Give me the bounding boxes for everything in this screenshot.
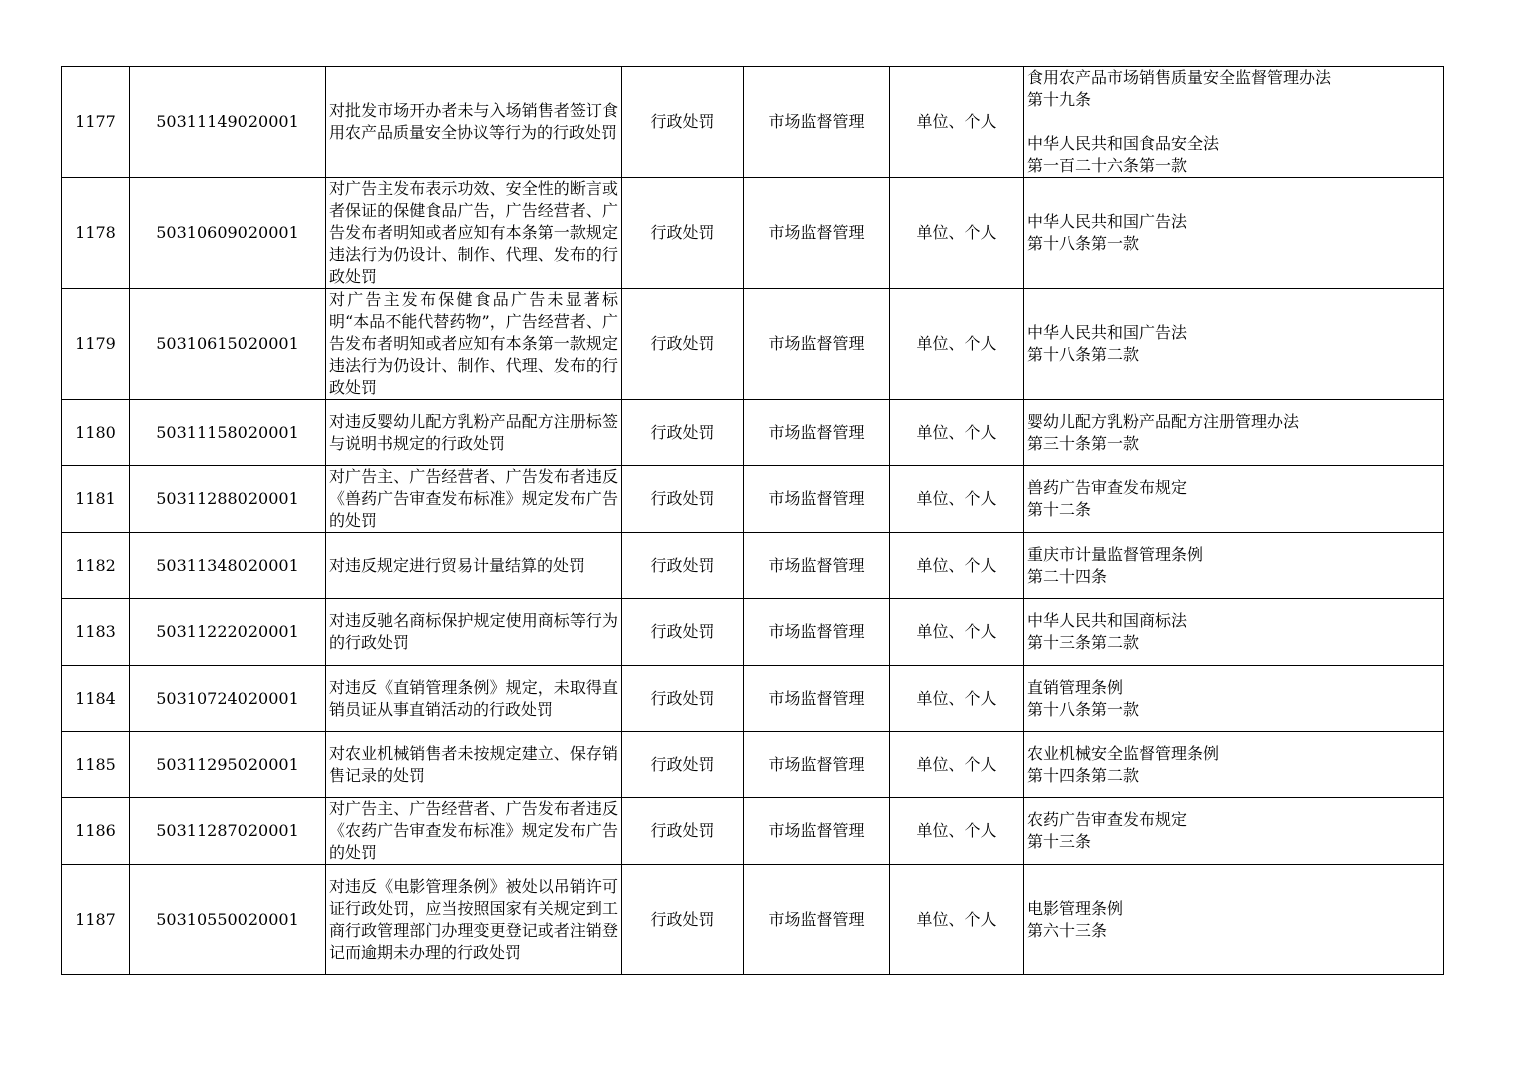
item-name-cell: 对广告主、广告经营者、广告发布者违反《农药广告审查发布标准》规定发布广告的处罚 xyxy=(326,798,622,865)
table-row xyxy=(62,67,1444,178)
legal-basis-cell: 中华人民共和国广告法 第十八条第二款 xyxy=(1024,289,1444,400)
item-code-cell: 50310724020001 xyxy=(130,666,326,732)
subject-cell: 单位、个人 xyxy=(890,798,1024,865)
subject-cell: 单位、个人 xyxy=(890,466,1024,533)
table-row xyxy=(62,599,1444,666)
department-cell: 市场监督管理 xyxy=(744,798,890,865)
item-name-cell: 对广告主、广告经营者、广告发布者违反《兽药广告审查发布标准》规定发布广告的处罚 xyxy=(326,466,622,533)
legal-basis-cell: 电影管理条例 第六十三条 xyxy=(1024,865,1444,975)
subject-cell: 单位、个人 xyxy=(890,732,1024,798)
legal-basis-cell: 农业机械安全监督管理条例 第十四条第二款 xyxy=(1024,732,1444,798)
legal-basis-cell: 中华人民共和国商标法 第十三条第二款 xyxy=(1024,599,1444,666)
item-name-cell: 对违反《电影管理条例》被处以吊销许可证行政处罚，应当按照国家有关规定到工商行政管理部门办理变更登记或者注销登记而逾期未办理的行政处罚 xyxy=(326,865,622,975)
department-cell: 市场监督管理 xyxy=(744,732,890,798)
item-type-cell: 行政处罚 xyxy=(622,599,744,666)
item-name-cell: 对违反婴幼儿配方乳粉产品配方注册标签与说明书规定的行政处罚 xyxy=(326,400,622,466)
item-code-cell: 50311295020001 xyxy=(130,732,326,798)
item-code-cell: 50311149020001 xyxy=(130,67,326,178)
item-code-cell: 50310615020001 xyxy=(130,289,326,400)
subject-cell: 单位、个人 xyxy=(890,178,1024,289)
row-number-cell: 1182 xyxy=(62,533,130,599)
subject-cell: 单位、个人 xyxy=(890,67,1024,178)
row-number-cell: 1181 xyxy=(62,466,130,533)
item-code-cell: 50310550020001 xyxy=(130,865,326,975)
item-type-cell: 行政处罚 xyxy=(622,666,744,732)
item-code-cell: 50311348020001 xyxy=(130,533,326,599)
item-code-cell: 50311158020001 xyxy=(130,400,326,466)
department-cell: 市场监督管理 xyxy=(744,666,890,732)
table-row xyxy=(62,865,1444,975)
department-cell: 市场监督管理 xyxy=(744,400,890,466)
department-cell: 市场监督管理 xyxy=(744,533,890,599)
item-type-cell: 行政处罚 xyxy=(622,732,744,798)
subject-cell: 单位、个人 xyxy=(890,400,1024,466)
legal-basis-cell: 直销管理条例 第十八条第一款 xyxy=(1024,666,1444,732)
item-type-cell: 行政处罚 xyxy=(622,466,744,533)
legal-basis-cell: 食用农产品市场销售质量安全监督管理办法 第十九条 中华人民共和国食品安全法 第一百二十六条第一款 xyxy=(1024,67,1444,178)
department-cell: 市场监督管理 xyxy=(744,178,890,289)
table-row xyxy=(62,732,1444,798)
item-type-cell: 行政处罚 xyxy=(622,533,744,599)
item-name-cell: 对批发市场开办者未与入场销售者签订食用农产品质量安全协议等行为的行政处罚 xyxy=(326,67,622,178)
item-type-cell: 行政处罚 xyxy=(622,289,744,400)
item-name-cell: 对广告主发布表示功效、安全性的断言或者保证的保健食品广告，广告经营者、广告发布者明知或者应知有本条第一款规定违法行为仍设计、制作、代理、发布的行政处罚 xyxy=(326,178,622,289)
subject-cell: 单位、个人 xyxy=(890,533,1024,599)
table-row xyxy=(62,178,1444,289)
table-row xyxy=(62,289,1444,400)
item-name-cell: 对违反规定进行贸易计量结算的处罚 xyxy=(326,533,622,599)
subject-cell: 单位、个人 xyxy=(890,289,1024,400)
item-type-cell: 行政处罚 xyxy=(622,178,744,289)
department-cell: 市场监督管理 xyxy=(744,67,890,178)
department-cell: 市场监督管理 xyxy=(744,466,890,533)
item-name-cell: 对违反《直销管理条例》规定，未取得直销员证从事直销活动的行政处罚 xyxy=(326,666,622,732)
legal-basis-cell: 婴幼儿配方乳粉产品配方注册管理办法 第三十条第一款 xyxy=(1024,400,1444,466)
row-number-cell: 1186 xyxy=(62,798,130,865)
item-name-cell: 对农业机械销售者未按规定建立、保存销售记录的处罚 xyxy=(326,732,622,798)
row-number-cell: 1180 xyxy=(62,400,130,466)
legal-basis-cell: 重庆市计量监督管理条例 第二十四条 xyxy=(1024,533,1444,599)
subject-cell: 单位、个人 xyxy=(890,666,1024,732)
item-type-cell: 行政处罚 xyxy=(622,400,744,466)
department-cell: 市场监督管理 xyxy=(744,289,890,400)
row-number-cell: 1179 xyxy=(62,289,130,400)
table-row xyxy=(62,466,1444,533)
item-code-cell: 50310609020001 xyxy=(130,178,326,289)
item-code-cell: 50311288020001 xyxy=(130,466,326,533)
legal-basis-cell: 农药广告审查发布规定 第十三条 xyxy=(1024,798,1444,865)
subject-cell: 单位、个人 xyxy=(890,599,1024,666)
department-cell: 市场监督管理 xyxy=(744,865,890,975)
table-row xyxy=(62,798,1444,865)
table-row xyxy=(62,400,1444,466)
item-type-cell: 行政处罚 xyxy=(622,865,744,975)
row-number-cell: 1187 xyxy=(62,865,130,975)
item-name-cell: 对违反驰名商标保护规定使用商标等行为的行政处罚 xyxy=(326,599,622,666)
row-number-cell: 1177 xyxy=(62,67,130,178)
department-cell: 市场监督管理 xyxy=(744,599,890,666)
legal-basis-cell: 中华人民共和国广告法 第十八条第一款 xyxy=(1024,178,1444,289)
item-type-cell: 行政处罚 xyxy=(622,798,744,865)
legal-basis-cell: 兽药广告审查发布规定 第十二条 xyxy=(1024,466,1444,533)
row-number-cell: 1184 xyxy=(62,666,130,732)
item-code-cell: 50311287020001 xyxy=(130,798,326,865)
table-row xyxy=(62,666,1444,732)
row-number-cell: 1178 xyxy=(62,178,130,289)
item-type-cell: 行政处罚 xyxy=(622,67,744,178)
item-name-cell: 对广告主发布保健食品广告未显著标明“本品不能代替药物”，广告经营者、广告发布者明知或者应知有本条第一款规定违法行为仍设计、制作、代理、发布的行政处罚 xyxy=(326,289,622,400)
subject-cell: 单位、个人 xyxy=(890,865,1024,975)
item-code-cell: 50311222020001 xyxy=(130,599,326,666)
table-body xyxy=(62,67,1444,975)
row-number-cell: 1183 xyxy=(62,599,130,666)
table-row xyxy=(62,533,1444,599)
penalty-table xyxy=(61,66,1444,975)
row-number-cell: 1185 xyxy=(62,732,130,798)
